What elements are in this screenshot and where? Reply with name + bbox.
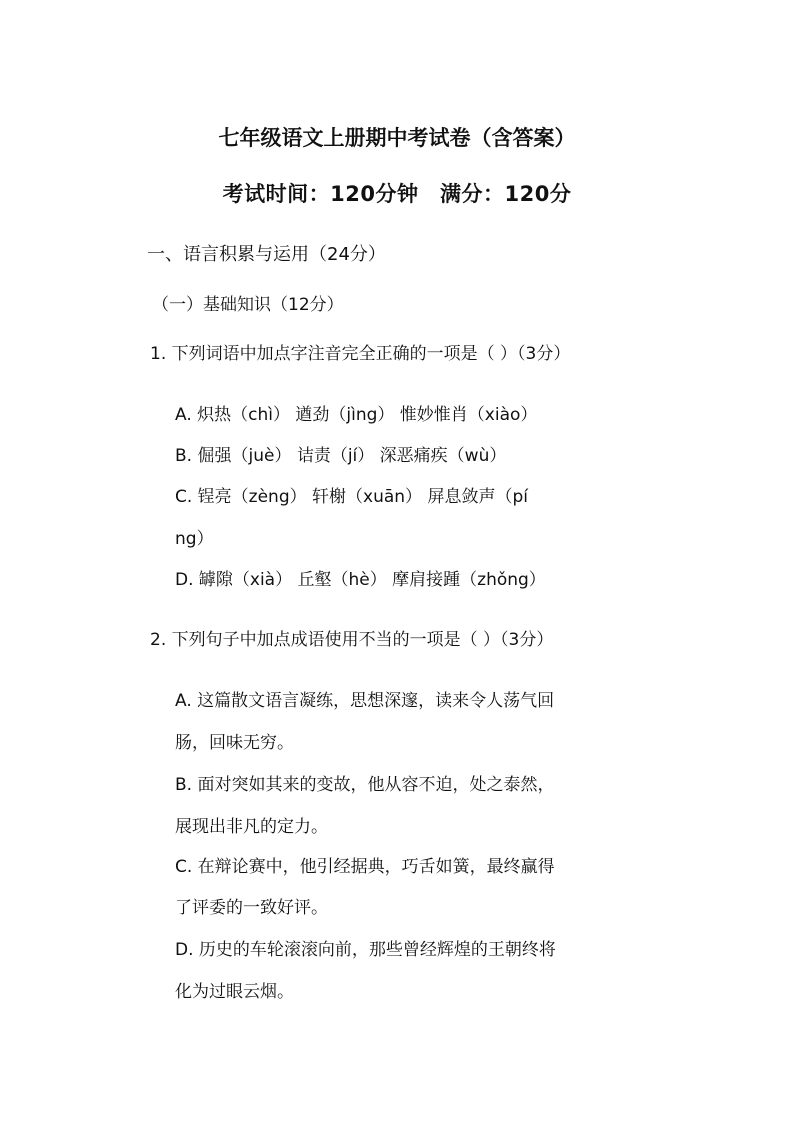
question-2-option-a: A. 这篇散文语言凝练，思想深邃，读来令人荡气回 <box>175 691 555 711</box>
question-1-option-c: C. 锃亮（zèng） 轩榭（xuān） 屏息敛声（pí <box>175 487 528 507</box>
question-2-option-a-continued: 肠，回味无穷。 <box>175 733 294 753</box>
subsection-heading: （一）基础知识（12分） <box>152 295 344 315</box>
question-2-option-c: C. 在辩论赛中，他引经据典，巧舌如簧，最终赢得 <box>175 857 555 877</box>
question-1-option-d: D. 罅隙（xià） 丘壑（hè） 摩肩接踵（zhǒng） <box>175 570 546 590</box>
question-2-option-d: D. 历史的车轮滚滚向前，那些曾经辉煌的王朝终将 <box>175 940 556 960</box>
question-1-option-a: A. 炽热（chì） 遒劲（jìng） 惟妙惟肖（xiào） <box>175 405 538 425</box>
question-1-option-c-continued: ng） <box>175 529 214 549</box>
question-2-option-c-continued: 了评委的一致好评。 <box>175 898 328 918</box>
question-1-stem: 1. 下列词语中加点字注音完全正确的一项是（ ）（3分） <box>150 344 571 364</box>
question-1-option-b: B. 倔强（juè） 诘责（jí） 深恶痛疾（wù） <box>175 446 507 466</box>
question-2-option-b: B. 面对突如其来的变故，他从容不迫，处之泰然， <box>175 775 555 795</box>
section-heading: 一、语言积累与运用（24分） <box>147 244 386 265</box>
question-2-option-d-continued: 化为过眼云烟。 <box>175 982 294 1002</box>
exam-title: 七年级语文上册期中考试卷（含答案） <box>218 126 576 150</box>
question-2-stem: 2. 下列句子中加点成语使用不当的一项是（ ）（3分） <box>150 630 554 650</box>
exam-subtitle: 考试时间：120分钟 满分：120分 <box>222 182 572 206</box>
question-2-option-b-continued: 展现出非凡的定力。 <box>175 817 328 837</box>
